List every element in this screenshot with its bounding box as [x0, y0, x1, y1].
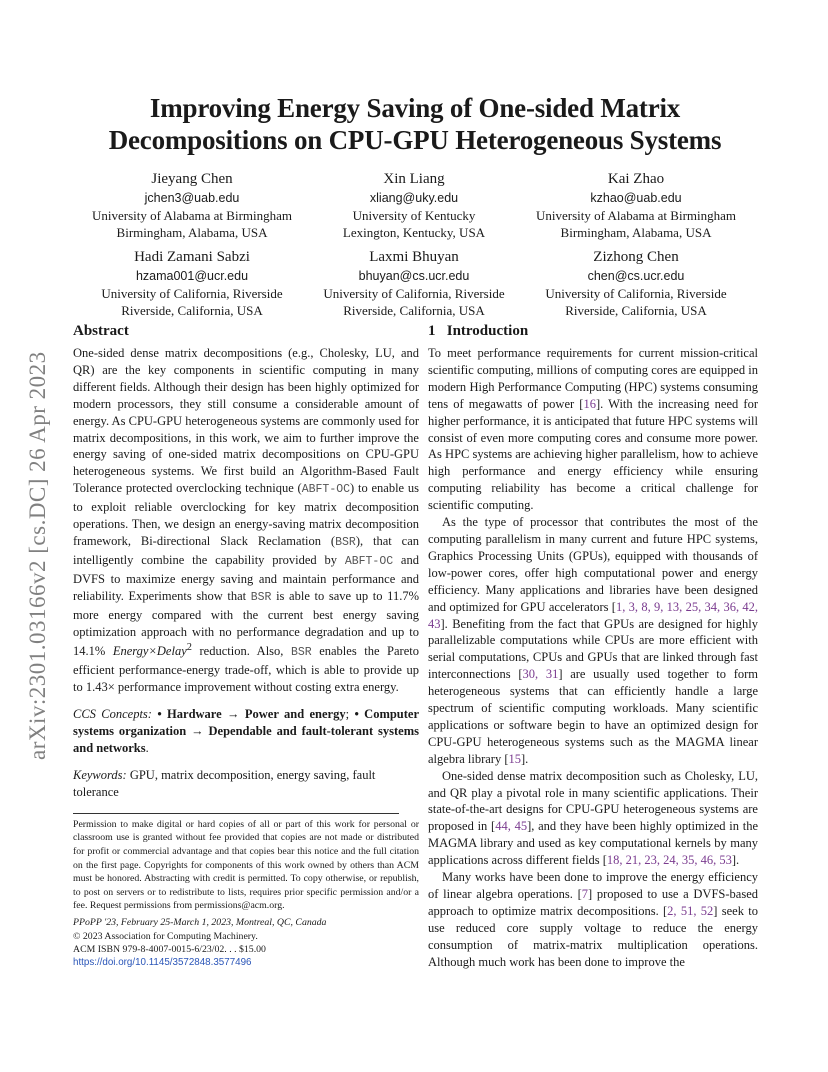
- author-name: Laxmi Bhuyan: [369, 249, 459, 265]
- right-column: [428, 322, 758, 971]
- abstract-text: One-sided dense matrix decompositions (e.g., Cholesky, LU, and QR) are the key components in scientific computing in many different fields. Although their design has been highly optimized for modern processors, they still consume a considerable amount of energy. As CPU-GPU heterogeneous systems are commonly used for matrix decompositions, in this work, we aim to further improve the energy saving of one-sided matrix decompositions on CPU-GPU heterogeneous systems. We first build an Algorithm-Based Fault Tolerance protected overclocking technique (ABFT-OC) to enable us to exploit reliable overclocking for key matrix decomposition operations. Then, we design an energy-saving matrix decomposition framework, Bi-directional Slack Reclamation (BSR), that can intelligently combine the capability provided by ABFT-OC and DVFS to maximize energy saving and maintain performance and reliability. Experiments show that BSR is able to save up to 11.7% more energy compared with the current best energy saving optimization approach with no performance degradation and up to 14.1% Energy×Delay$^2$ reduction. Also, BSR enables the Pareto efficient performance-energy trade-off, which is able to provide up to 1.43× performance improvement without costing extra energy.: [73, 346, 419, 695]
- author-name: Zizhong Chen: [593, 249, 679, 265]
- author-block: [298, 170, 530, 241]
- isbn: ACM ISBN 979-8-4007-0015-6/23/02. . . $15.00: [73, 943, 266, 955]
- footnote-divider: [73, 813, 399, 814]
- author-affiliation: University of California, Riverside: [101, 286, 283, 301]
- left-column: [73, 322, 419, 969]
- citation-link[interactable]: 18, 21, 23, 24, 35, 46, 53: [606, 853, 732, 868]
- intro-paragraph: Many works have been done to improve the energy efficiency of linear algebra operations. [7] proposed to use a DVFS-based approach to optimize matrix decompositions. [2, 51, 52] seek to use reduced core supply voltage to reduce the energy consumption of matrix-matrix multiplication operations. Although much work has been done to improve the: [428, 870, 758, 969]
- author-location: Riverside, California, USA: [565, 303, 707, 318]
- author-location: Lexington, Kentucky, USA: [342, 225, 486, 240]
- author-location: Birmingham, Alabama, USA: [560, 225, 712, 240]
- citation-link[interactable]: 44, 45: [495, 819, 528, 834]
- author-affiliation: University of California, Riverside: [545, 286, 727, 301]
- citation-link[interactable]: 7: [581, 887, 589, 901]
- author-affiliation: University of California, Riverside: [323, 286, 505, 301]
- author-email: xliang@uky.edu: [369, 191, 459, 205]
- citation-link[interactable]: 15: [508, 751, 522, 766]
- author-email: kzhao@uab.edu: [590, 191, 682, 205]
- author-affiliation: University of Alabama at Birmingham: [91, 208, 292, 223]
- author-name: Hadi Zamani Sabzi: [134, 249, 250, 265]
- keywords: Keywords: GPU, matrix decomposition, energy saving, fault tolerance: [73, 768, 376, 799]
- citation-link[interactable]: 2, 51, 52: [667, 903, 714, 918]
- intro-paragraph: To meet performance requirements for current mission-critical scientific computing, millions of computing cores are equipped in modern High Performance Computing (HPC) systems consuming tens of megawatts of power [16]. With the increasing need for higher performance, it is anticipated that future HPC systems will consist of even more computing cores and consume more power. As HPC systems are achieving higher parallelism, how to achieve high performance and energy efficiency while ensuring computing reliability has become a critical challenge for scientific computing.: [428, 346, 758, 513]
- paper-title: [60, 92, 770, 156]
- author-block: [76, 248, 308, 319]
- author-email: chen@cs.ucr.edu: [587, 269, 685, 283]
- abstract-heading: Abstract: [73, 323, 129, 339]
- author-email: bhuyan@cs.ucr.edu: [358, 269, 470, 283]
- author-email: jchen3@uab.edu: [144, 191, 240, 205]
- title-line-2: Decompositions on CPU-GPU Heterogeneous Systems: [108, 125, 722, 155]
- doi-link[interactable]: https://doi.org/10.1145/3572848.3577496: [73, 956, 252, 968]
- author-block: [298, 248, 530, 319]
- author-email: hzama001@ucr.edu: [135, 269, 249, 283]
- title-line-1: Improving Energy Saving of One-sided Matrix: [149, 93, 681, 123]
- copyright-notice: © 2023 Association for Computing Machinery.: [73, 930, 258, 942]
- citation-link[interactable]: 1, 3, 8, 9, 13, 25, 34, 36, 42, 43: [428, 599, 758, 631]
- introduction-heading: 1 Introduction: [428, 323, 529, 339]
- arxiv-identifier: arXiv:2301.03166v2 [cs.DC] 26 Apr 2023: [25, 351, 50, 760]
- citation-link[interactable]: 30, 31: [522, 667, 559, 682]
- author-block: [520, 170, 752, 241]
- intro-paragraph: One-sided dense matrix decomposition such as Cholesky, LU, and QR play a pivotal role in many scientific applications. Their state-of-the-art designs for CPU-GPU heterogeneous systems are proposed in [44, 45], and they have been highly optimized in the MAGMA library and used as key computational kernels by many applications across different fields [18, 21, 23, 24, 35, 46, 53].: [428, 768, 758, 868]
- intro-paragraph: As the type of processor that contributes the most of the computing parallelism in many current and future HPC systems, Graphics Processing Units (GPUs), equipped with thousands of low-power cores, offer high computational power and energy efficiency. Many applications and libraries have been designed and optimized for GPU accelerators [1, 3, 8, 9, 13, 25, 34, 36, 42, 43]. Benefiting from the fact that GPUs are designed for highly parallelizable computations while CPUs are more efficient with serial computations, CPUs and GPUs that are linked through fast interconnections [30, 31] are usually used together to form heterogeneous systems that can efficiently handle a large spectrum of scientific computing workloads. Many scientific applications or software begin to have an optimized design for CPU-GPU heterogeneous systems such as the MAGMA linear algebra library [15].: [428, 515, 758, 766]
- author-affiliation: University of Alabama at Birmingham: [535, 208, 736, 223]
- author-name: Xin Liang: [383, 171, 445, 187]
- author-name: Jieyang Chen: [151, 171, 233, 187]
- author-location: Riverside, California, USA: [343, 303, 485, 318]
- author-name: Kai Zhao: [607, 171, 665, 187]
- author-location: Riverside, California, USA: [121, 303, 263, 318]
- ccs-concepts: CCS Concepts: • Hardware → Power and energy; • Computer systems organization → Dependable and fault-tolerant systems and networks.: [73, 707, 420, 756]
- permission-notice: Permission to make digital or hard copies of all or part of this work for personal or classroom use is granted without fee provided that copies are not made or distributed for profit or commercial advantage and that copies bear this notice and the full citation on the first page. Copyrights for components of this work owned by others than ACM must be honored. Abstracting with credit is permitted. To copy otherwise, or republish, to post on servers or to redistribute to lists, requires prior specific permission and/or a fee. Request permissions from permissions@acm.org.: [73, 818, 419, 912]
- author-affiliation: University of Kentucky: [352, 208, 476, 223]
- citation-link[interactable]: 16: [583, 396, 596, 411]
- conference-info: PPoPP '23, February 25-March 1, 2023, Montreal, QC, Canada: [73, 916, 327, 928]
- author-block: [76, 170, 308, 241]
- author-location: Birmingham, Alabama, USA: [116, 225, 268, 240]
- author-block: [520, 248, 752, 319]
